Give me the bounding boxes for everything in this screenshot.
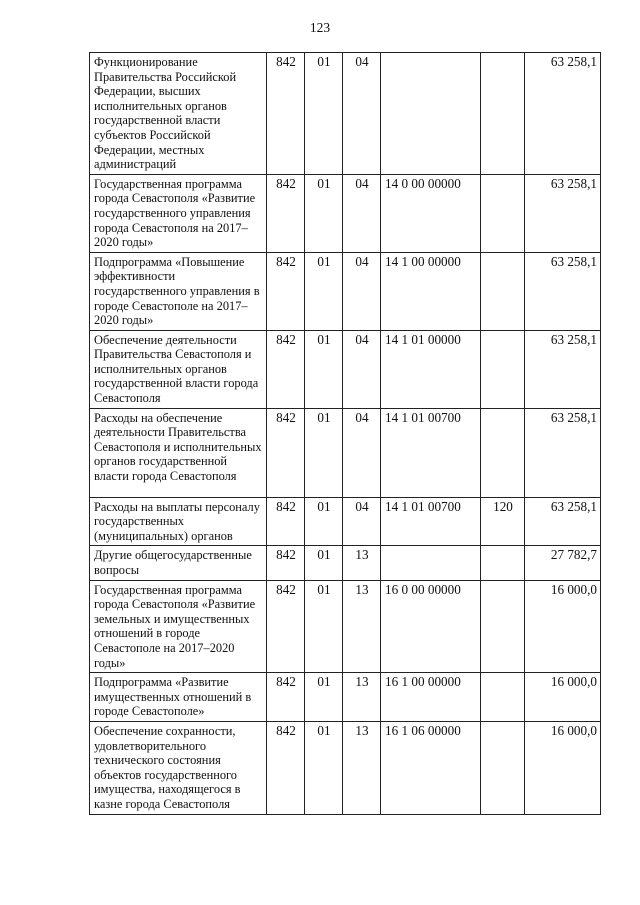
row-subsection: 04 [343,174,381,252]
row-name: Подпрограмма «Повышение эффективности государственного управления в городе Севастополе на 2017–2020 годы» [90,252,267,330]
table-row [90,408,601,497]
row-subsection: 13 [343,721,381,814]
row-target-article: 14 0 00 00000 [381,174,481,252]
row-subsection: 04 [343,330,381,408]
table-row [90,330,601,408]
row-target-article: 16 0 00 00000 [381,580,481,673]
row-name: Обеспечение сохранности, удовлетворительного технического состояния объектов государственного имущества, находящегося в казне города Севастополя [90,721,267,814]
row-expense-type [481,408,525,497]
row-name: Расходы на выплаты персоналу государственных (муниципальных) органов [90,497,267,546]
row-name: Государственная программа города Севастополя «Развитие государственного управления города Севастополя на 2017–2020 годы» [90,174,267,252]
row-expense-type [481,721,525,814]
table-row [90,497,601,546]
budget-table-body [90,53,601,815]
row-expense-type [481,673,525,722]
row-amount: 63 258,1 [525,53,601,175]
row-expense-type [481,174,525,252]
row-subsection: 13 [343,673,381,722]
table-row [90,546,601,580]
row-grbs: 842 [267,580,305,673]
row-section: 01 [305,546,343,580]
row-grbs: 842 [267,497,305,546]
table-row [90,580,601,673]
row-amount: 63 258,1 [525,408,601,497]
row-name: Функционирование Правительства Российской Федерации, высших исполнительных органов государственной власти субъектов Российской Федерации, местных администраций [90,53,267,175]
row-name: Расходы на обеспечение деятельности Правительства Севастополя и исполнительных органов государственной власти города Севастополя [90,408,267,497]
row-target-article: 16 1 00 00000 [381,673,481,722]
row-expense-type [481,580,525,673]
table-row [90,252,601,330]
row-grbs: 842 [267,673,305,722]
row-name: Государственная программа города Севастополя «Развитие земельных и имущественных отношений в городе Севастополе на 2017–2020 годы» [90,580,267,673]
row-expense-type [481,330,525,408]
row-amount: 63 258,1 [525,497,601,546]
row-amount: 16 000,0 [525,673,601,722]
page-number: 123 [309,20,331,35]
row-grbs: 842 [267,174,305,252]
row-expense-type [481,546,525,580]
row-subsection: 04 [343,408,381,497]
table-row [90,174,601,252]
row-subsection: 13 [343,580,381,673]
row-subsection: 04 [343,53,381,175]
budget-table [89,52,601,815]
row-expense-type [481,252,525,330]
row-amount: 27 782,7 [525,546,601,580]
row-section: 01 [305,497,343,546]
row-expense-type: 120 [481,497,525,546]
row-subsection: 04 [343,497,381,546]
table-row [90,53,601,175]
row-target-article: 14 1 00 00000 [381,252,481,330]
row-name: Обеспечение деятельности Правительства Севастополя и исполнительных органов государственной власти города Севастополя [90,330,267,408]
row-grbs: 842 [267,252,305,330]
row-section: 01 [305,53,343,175]
row-section: 01 [305,580,343,673]
row-amount: 63 258,1 [525,252,601,330]
row-amount: 16 000,0 [525,721,601,814]
row-target-article: 14 1 01 00000 [381,330,481,408]
row-target-article [381,546,481,580]
row-section: 01 [305,174,343,252]
row-grbs: 842 [267,330,305,408]
row-target-article: 14 1 01 00700 [381,408,481,497]
row-grbs: 842 [267,53,305,175]
row-subsection: 04 [343,252,381,330]
table-row [90,673,601,722]
row-name: Другие общегосударственные вопросы [90,546,267,580]
row-expense-type [481,53,525,175]
row-target-article: 16 1 06 00000 [381,721,481,814]
table-row [90,721,601,814]
row-amount: 63 258,1 [525,174,601,252]
row-section: 01 [305,673,343,722]
row-amount: 16 000,0 [525,580,601,673]
row-target-article: 14 1 01 00700 [381,497,481,546]
row-grbs: 842 [267,408,305,497]
row-grbs: 842 [267,721,305,814]
row-name: Подпрограмма «Развитие имущественных отношений в городе Севастополе» [90,673,267,722]
row-section: 01 [305,330,343,408]
row-target-article [381,53,481,175]
row-section: 01 [305,408,343,497]
row-grbs: 842 [267,546,305,580]
row-section: 01 [305,721,343,814]
row-subsection: 13 [343,546,381,580]
row-amount: 63 258,1 [525,330,601,408]
row-section: 01 [305,252,343,330]
